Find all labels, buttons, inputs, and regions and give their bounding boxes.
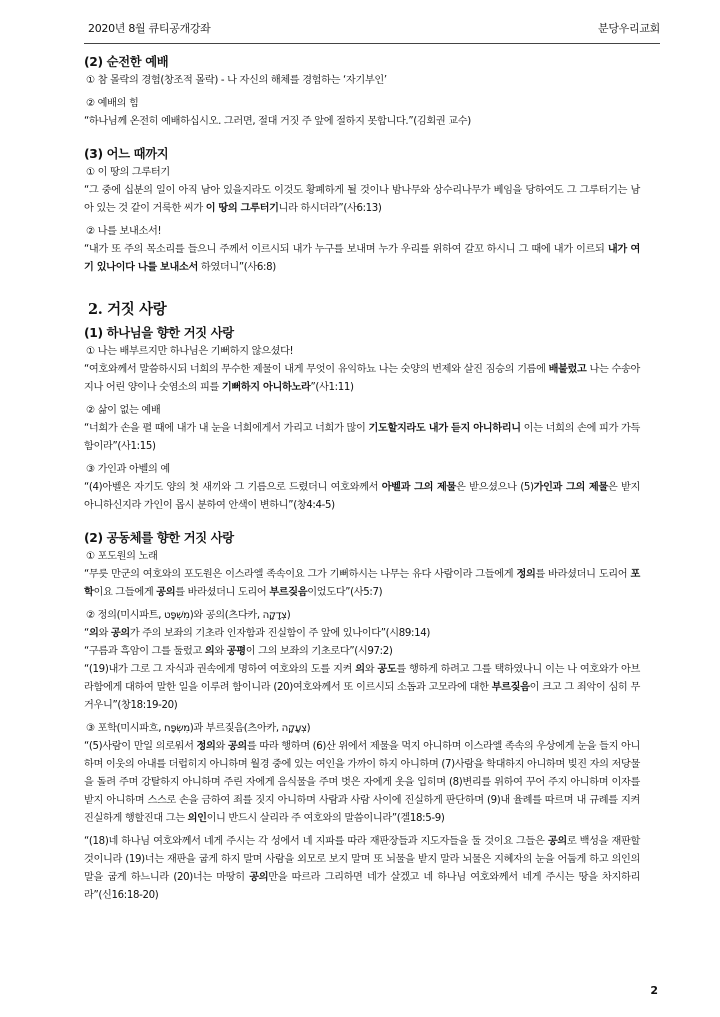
emphasis: 의: [355, 664, 365, 675]
emphasis: 공도: [377, 664, 397, 675]
emphasis: 의인: [187, 813, 207, 824]
emphasis: 이 땅의 그루터기: [205, 203, 279, 214]
emphasis: 공의: [227, 741, 247, 752]
quote: “여호와께서 말씀하시되 너희의 무수한 제물이 내게 무엇이 유익하뇨 나는 숫양의 번제와 살진 짐승의 기름에 배불렀고 나는 수송아지나 어린 양이나 숫염소의 피를 기뻐하지 아니하노라”(사1:11): [84, 364, 640, 393]
emphasis: 배불렀고: [548, 364, 587, 375]
emphasis: 공평: [226, 646, 246, 657]
list-item: ① 이 땅의 그루터기: [86, 167, 170, 178]
header-divider: [84, 43, 660, 44]
quote: “하나님께 온전히 예배하십시오. 그러면, 절대 거짓 주 앞에 절하지 못합니다.”(김회권 교수): [84, 116, 471, 127]
emphasis: 공의: [110, 628, 130, 639]
list-item: ② 예배의 힘: [86, 98, 139, 109]
emphasis: 공의: [249, 872, 269, 883]
quote: “너희가 손을 펼 때에 내가 내 눈을 너희에게서 가리고 너희가 많이 기도할지라도 내가 듣지 아니하리니 이는 너희의 손에 피가 가득함이라”(사1:15): [84, 423, 640, 452]
emphasis: 포학: [84, 569, 640, 598]
list-item: ① 참 몰락의 경험(창조적 몰락) - 나 자신의 해체를 경험하는 ‘자기부인’: [86, 75, 387, 86]
emphasis: 가인과 그의 제물: [533, 482, 608, 493]
quote: “(19)내가 그로 그 자식과 권속에게 명하여 여호와의 도를 지켜 의와 공도를 행하게 하려고 그를 택하였나니 이는 나 여호와가 아브라함에게 대하여 말한 일을 이루려 함이니라 (20)여호와께서 또 이르시되 소돔과 고모라에 대한 부르짖음이 크고 그 죄악이 심히 무거우니”(창18:19-20): [84, 664, 641, 711]
page-number: 2: [650, 984, 658, 997]
list-item: ② 삶이 없는 예배: [86, 405, 161, 416]
quote: “무릇 만군의 여호와의 포도원은 이스라엘 족속이요 그가 기뻐하시는 나무는 유다 사람이라 그들에게 정의를 바라셨더니 도리어 포학이요 그들에게 공의를 바라셨더니 도리어 부르짖음이었도다”(사5:7): [84, 569, 640, 598]
emphasis: 정의: [196, 741, 216, 752]
quote: “(18)네 하나님 여호와께서 네게 주시는 각 성에서 네 지파를 따라 재판장들과 지도자들을 둘 것이요 그들은 공의로 백성을 재판할 것이니라 (19)너는 재판을 굽게 하지 말며 사람을 외모로 보지 말며 또 뇌물을 받지 말라 뇌물은 지혜자의 눈을 어둡게 하고 의인의 말을 굽게 하느니라 (20)너는 마땅히 공의만을 따르라 그리하면 네가 살겠고 네 하나님 여호와께서 네게 주시는 땅을 차지하리라”(신16:18-20): [84, 836, 640, 901]
quote: “구름과 흑암이 그를 둘렀고 의와 공평이 그의 보좌의 기초로다”(시97:2): [84, 646, 393, 657]
quote: “(5)사람이 만일 의로워서 정의와 공의를 따라 행하며 (6)산 위에서 제물을 먹지 아니하며 이스라엘 족속의 우상에게 눈을 들지 아니하며 이웃의 아내를 더럽히지 아니하며 월경 중에 있는 여인을 가까이 하지 아니하며 (7)사람을 학대하지 아니하며 빚진 자의 저당물을 돌려 주며 강탈하지 아니하며 주린 자에게 음식물을 주며 벗은 자에게 옷을 입히며 (8)변리를 위하여 꾸어 주지 아니하며 이자를 받지 아니하며 스스로 손을 금하여 죄를 짓지 아니하며 사람과 사람 사이에 진실하게 판단하며 (9)내 율례를 따르며 내 규례를 지켜 진실하게 행할진대 그는 의인이니 반드시 살리라 주 여호와의 말씀이니라”(겔18:5-9): [84, 741, 641, 824]
emphasis: 의: [204, 646, 215, 657]
emphasis: 부르짖음: [269, 587, 308, 598]
chapter-title: 2. 거짓 사랑: [88, 301, 167, 318]
quote: “의와 공의가 주의 보좌의 기초라 인자함과 진실함이 주 앞에 있나이다”(시89:14): [84, 628, 430, 639]
quote: “그 중에 십분의 일이 아직 남아 있을지라도 이것도 황폐하게 될 것이나 밤나무와 상수리나무가 베임을 당하여도 그 그루터기는 남아 있는 것 같이 거룩한 씨가 이 땅의 그루터기니라 하시더라”(사6:13): [84, 185, 640, 214]
list-item: ① 포도원의 노래: [86, 551, 158, 562]
emphasis: 내가 여기 있나이다 나를 보내소서: [84, 244, 640, 273]
section-title: (2) 순전한 예배: [84, 55, 169, 69]
emphasis: 기도할지라도 내가 듣지 아니하리니: [368, 423, 521, 434]
emphasis: 의: [88, 628, 99, 639]
list-item: ① 나는 배부르지만 하나님은 기뻐하지 않으셨다!: [86, 346, 294, 357]
emphasis: 공의: [156, 587, 176, 598]
list-item: ③ 포학(미시파흐, מִשְׂפָּח)과 부르짖음(츠아카, צְעָקָה): [86, 723, 311, 734]
emphasis: 공의: [547, 836, 567, 847]
emphasis: 아벨과 그의 제물: [381, 482, 456, 493]
emphasis: 부르짖음: [491, 682, 530, 693]
emphasis: 정의: [516, 569, 536, 580]
document-body: [84, 52, 640, 905]
section-title: (3) 어느 때까지: [84, 147, 169, 161]
header-church-name: 분당우리교회: [598, 22, 660, 35]
list-item: ② 정의(미시파트, מִשְׁפָּט)와 공의(츠다카, צְדָקָה): [86, 610, 291, 621]
emphasis: 기뻐하지 아니하노라: [221, 382, 311, 393]
list-item: ② 나를 보내소서!: [86, 226, 162, 237]
section-title: (1) 하나님을 향한 거짓 사랑: [84, 326, 234, 340]
quote: “(4)아벨은 자기도 양의 첫 새끼와 그 기름으로 드렸더니 여호와께서 아벨과 그의 제물은 받으셨으나 (5)가인과 그의 제물은 받지 아니하신지라 가인이 몹시 분하여 안색이 변하니”(창4:4-5): [84, 482, 640, 511]
section-title: (2) 공동체를 향한 거짓 사랑: [84, 531, 234, 545]
quote: “내가 또 주의 목소리를 들으니 주께서 이르시되 내가 누구를 보내며 누가 우리를 위하여 갈꼬 하시니 그 때에 내가 이르되 내가 여기 있나이다 나를 보내소서 하였더니”(사6:8): [84, 244, 640, 273]
header-course-title: 2020년 8월 큐티공개강좌: [88, 22, 211, 35]
list-item: ③ 가인과 아벨의 예: [86, 464, 170, 475]
